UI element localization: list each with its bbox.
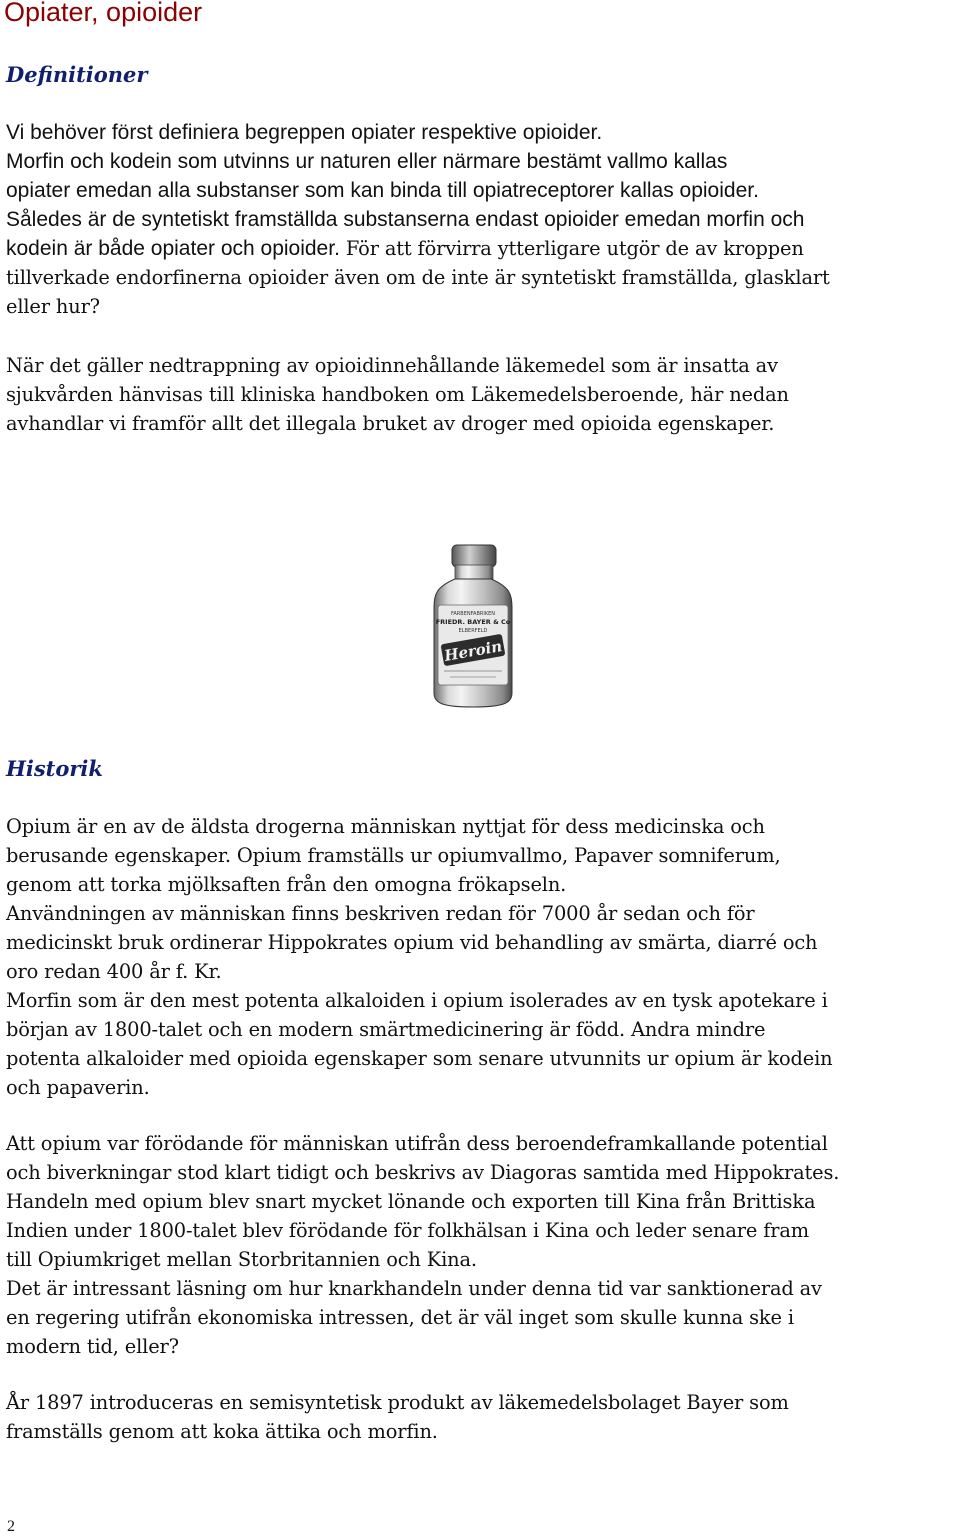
text-line: en regering utifrån ekonomiska intressen, det är väl inget som skulle kunna ske i xyxy=(6,1306,794,1329)
text-segment: kodein är både opiater och opioider. xyxy=(6,237,340,260)
text-line: Opium är en av de äldsta drogerna människan nyttjat för dess medicinska och xyxy=(6,815,765,838)
text-line: opiater emedan alla substanser som kan binda till opiatreceptorer kallas opioider. xyxy=(6,179,759,202)
text-line: oro redan 400 år f. Kr. xyxy=(6,960,222,983)
text-line: framställs genom att koka ättika och morfin. xyxy=(6,1420,438,1443)
history-paragraph-2 xyxy=(6,1129,960,1361)
text-line: avhandlar vi framför allt det illegala bruket av droger med opioida egenskaper. xyxy=(6,412,775,435)
heroin-bottle-image xyxy=(428,543,518,709)
bottle-label-main: Heroin xyxy=(442,637,504,665)
text-line: potenta alkaloider med opioida egenskaper som senare utvunnits ur opium är kodein xyxy=(6,1047,833,1070)
text-line: modern tid, eller? xyxy=(6,1335,179,1358)
text-line: Således är de syntetiskt framställda substanserna endast opioider emedan morfin och xyxy=(6,208,805,231)
text-line: genom att torka mjölksaften från den omogna frökapseln. xyxy=(6,873,567,896)
text-line: tillverkade endorfinerna opioider även om de inte är syntetiskt framställda, glasklart xyxy=(6,266,830,289)
text-line: Vi behöver först definiera begreppen opiater respektive opioider. xyxy=(6,121,603,144)
definitions-paragraph-1-cont xyxy=(6,263,960,321)
text-line: medicinskt bruk ordinerar Hippokrates opium vid behandling av smärta, diarré och xyxy=(6,931,818,954)
section-heading-definitions: Definitioner xyxy=(6,62,148,87)
page-title: Opiater, opioider xyxy=(4,0,203,27)
text-line: eller hur? xyxy=(6,295,100,318)
text-line: Att opium var förödande för människan utifrån dess beroendeframkallande potential xyxy=(6,1132,828,1155)
text-line: till Opiumkriget mellan Storbritannien och Kina. xyxy=(6,1248,477,1271)
bottle-label-line: FARBENFABRIKEN xyxy=(450,611,496,617)
text-segment: För att förvirra ytterligare utgör de av kroppen xyxy=(339,237,804,260)
history-paragraph-1 xyxy=(6,812,960,1102)
text-line-mixed xyxy=(6,234,960,263)
text-line: berusande egenskaper. Opium framställs ur opiumvallmo, Papaver somniferum, xyxy=(6,844,781,867)
bottle-label-line: FRIEDR. BAYER & Co xyxy=(435,618,511,626)
bottle-label-line: ELBERFELD xyxy=(458,628,488,634)
history-paragraph-3 xyxy=(6,1388,960,1446)
text-line: början av 1800-talet och en modern smärtmedicinering är född. Andra mindre xyxy=(6,1018,766,1041)
text-line: och biverkningar stod klart tidigt och beskrivs av Diagoras samtida med Hippokrates. xyxy=(6,1161,840,1184)
text-line: sjukvården hänvisas till kliniska handboken om Läkemedelsberoende, här nedan xyxy=(6,383,789,406)
section-heading-history: Historik xyxy=(6,756,103,781)
text-line: Det är intressant läsning om hur knarkhandeln under denna tid var sanktionerad av xyxy=(6,1277,822,1300)
definitions-paragraph-2 xyxy=(6,351,960,438)
page-number: 2 xyxy=(7,1518,15,1535)
text-line: Morfin som är den mest potenta alkaloiden i opium isolerades av en tysk apotekare i xyxy=(6,989,828,1012)
text-line: och papaverin. xyxy=(6,1076,150,1099)
text-line: Morfin och kodein som utvinns ur naturen eller närmare bestämt vallmo kallas xyxy=(6,150,728,173)
text-line: Användningen av människan finns beskriven redan för 7000 år sedan och för xyxy=(6,902,755,925)
text-line: När det gäller nedtrappning av opioidinnehållande läkemedel som är insatta av xyxy=(6,354,778,377)
text-line: Handeln med opium blev snart mycket lönande och exporten till Kina från Brittiska xyxy=(6,1190,816,1213)
text-line: År 1897 introduceras en semisyntetisk produkt av läkemedelsbolaget Bayer som xyxy=(6,1391,789,1414)
text-line: Indien under 1800-talet blev förödande för folkhälsan i Kina och leder senare fram xyxy=(6,1219,810,1242)
definitions-paragraph-1 xyxy=(6,118,960,263)
